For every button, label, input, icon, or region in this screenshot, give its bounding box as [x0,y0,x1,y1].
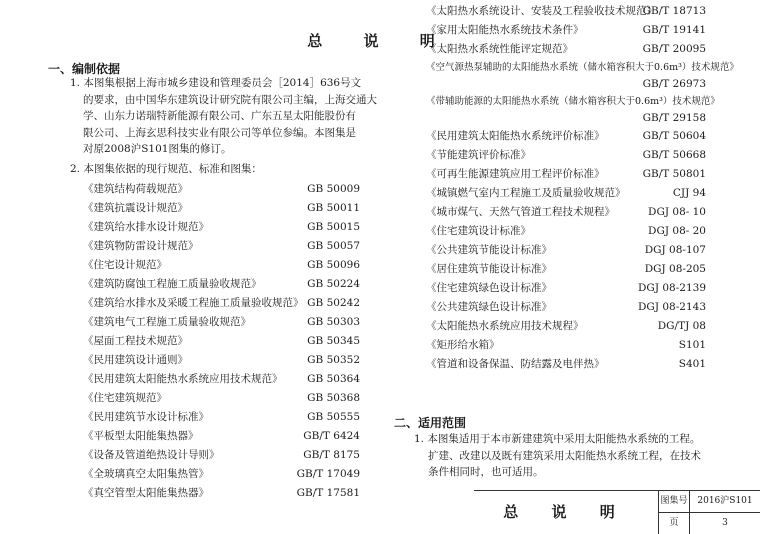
text-line: 限公司、上海玄思科技实业有限公司等单位参编。本图集是 [83,126,356,139]
standard-code: GB/T 17581 [296,487,360,499]
standard-code: GB 50303 [307,316,360,328]
standard-name: 《矩形给水箱》 [426,339,500,351]
standard-name: 《太阳热水系统性能评定规范》 [426,43,573,55]
section2-heading: 二、适用范围 [394,416,467,430]
standard-name: 《建筑抗震设计规范》 [83,202,188,214]
standard-name: 《带辅助能源的太阳能热水系统（储水箱容积大于0.6m³）技术规范》 [426,96,720,107]
text-line: 对原2008沪S101图集的修订。 [83,143,232,155]
standard-code: GB/T 18713 [642,5,706,17]
section1-item2: 2. 本图集依据的现行规范、标准和图集： [70,163,262,175]
standard-name: 《太阳热水系统设计、安装及工程验收技术规范》 [426,5,657,17]
standard-code: GB 50555 [307,411,360,423]
standard-name: 《建筑物防雷设计规范》 [83,240,199,252]
standard-code: S101 [678,339,706,351]
standard-row [426,2,706,21]
standard-code: S401 [678,358,706,370]
standard-name: 《公共建筑节能设计标准》 [426,244,552,256]
standard-name: 《真空管型太阳能集热器》 [83,487,209,499]
standard-name: 《民用建筑节水设计标准》 [83,411,209,423]
standard-name: 《建筑电气工程施工质量验收规范》 [83,316,251,328]
standard-name: 《公共建筑绿色设计标准》 [426,301,552,313]
text-line: 学、山东力诺瑞特新能源有限公司、广东五星太阳能股份有 [83,110,356,122]
section1-heading: 一、编制依据 [48,62,121,76]
standard-row [426,127,706,146]
standard-name: 《建筑防腐蚀工程施工质量验收规范》 [83,278,262,290]
text-line: 扩建、改建以及既有建筑采用太阳能热水系统工程，在技术 [428,449,701,462]
standard-row [426,260,706,279]
page-title: 总 说 明 [307,32,453,50]
standard-code: GB/T 50604 [642,130,706,142]
standard-row [426,298,706,317]
standard-row [83,427,360,446]
standards-list-right [426,2,739,374]
section2-paragraph [414,431,714,481]
standard-code: GB 50015 [307,221,360,233]
standard-code: GB/T 29158 [642,112,706,124]
standard-row [83,313,360,332]
standard-row [426,165,706,184]
standard-row [83,180,360,199]
standard-name: 《民用建筑太阳能热水系统评价标准》 [426,130,605,142]
standard-row [83,275,360,294]
standard-name: 《建筑给水排水及采暖工程施工质量验收规范》 [83,297,304,309]
standard-code: GB/T 19141 [642,24,706,36]
title-block [474,490,760,534]
standard-code: GB 50242 [307,297,360,309]
standard-code: DG/TJ 08 [657,320,706,332]
standard-name: 《住宅建筑设计标准》 [426,225,531,237]
standard-code: GB 50364 [307,373,360,385]
standard-row [426,241,706,260]
standard-row [426,93,720,127]
standard-name: 《屋面工程技术规范》 [83,335,188,347]
standard-row [83,389,360,408]
standard-name: 《建筑给水排水设计规范》 [83,221,209,233]
atlas-number-label: 图集号 [659,491,690,513]
standard-code: GB 50368 [307,392,360,404]
standard-row [426,40,706,59]
standard-row [83,370,360,389]
text-line: 条件相同时，也可适用。 [428,466,544,478]
page-number-label: 页 [659,513,690,534]
standard-name: 《全玻璃真空太阳集热管》 [83,468,209,480]
standard-name: 《节能建筑评价标准》 [426,149,531,161]
standard-code: DGJ 08-2139 [638,282,706,294]
page-number-value: 3 [722,518,728,528]
standard-row [426,222,706,241]
standard-row [83,408,360,427]
standard-code: DGJ 08-107 [644,244,706,256]
standard-row [83,446,360,465]
standard-name: 《管道和设备保温、防结露及电伴热》 [426,358,605,370]
standard-name: 《可再生能源建筑应用工程评价标准》 [426,168,605,180]
standard-row [83,351,360,370]
standard-code: DGJ 08-2143 [638,301,706,313]
standard-code: GB/T 8175 [303,449,360,461]
standard-code: GB/T 50668 [642,149,706,161]
standard-row [426,146,706,165]
standard-code: GB 50011 [307,202,360,214]
standard-code: GB/T 17049 [296,468,360,480]
standard-row [83,218,360,237]
standard-row [83,256,360,275]
standard-name: 《建筑结构荷载规范》 [83,183,188,195]
standard-name: 《住宅建筑绿色设计标准》 [426,282,552,294]
standard-code: GB 50345 [307,335,360,347]
standard-code: GB/T 50801 [642,168,706,180]
standard-code: DGJ 08- 10 [648,206,706,218]
standard-row [426,184,706,203]
standard-row [426,355,706,374]
standard-name: 《住宅建筑规范》 [83,392,167,404]
standard-name: 《空气源热泵辅助的太阳能热水系统（储水箱容积大于0.6m³）技术规范》 [426,62,739,73]
standard-code: CJJ 94 [672,187,706,199]
standard-row [83,199,360,218]
standard-name: 《城镇燃气室内工程施工及质量验收规范》 [426,187,626,199]
standard-row [426,21,706,40]
standard-name: 《太阳能热水系统应用技术规程》 [426,320,584,332]
standard-row [83,294,360,313]
standard-name: 《家用太阳能热水系统技术条件》 [426,24,584,36]
standard-row [426,279,706,298]
standard-name: 《平板型太阳能集热器》 [83,430,199,442]
standard-code: GB 50224 [307,278,360,290]
standard-code: GB 50096 [307,259,360,271]
standard-name: 《居住建筑节能设计标准》 [426,263,552,275]
standard-name: 《民用建筑太阳能热水系统应用技术规范》 [83,373,283,385]
standard-name: 《城市煤气、天然气管道工程技术规程》 [426,206,615,218]
standard-code: GB/T 26973 [642,78,706,90]
standard-name: 《民用建筑设计通则》 [83,354,188,366]
standard-code: GB 50009 [307,183,360,195]
standard-code: DGJ 08-205 [644,263,706,275]
standard-row [83,237,360,256]
standard-code: GB/T 20095 [642,43,706,55]
standards-list-left [83,180,360,503]
section1-item1 [70,75,400,158]
footer-title: 总 说 明 [474,491,659,534]
standard-code: GB 50352 [307,354,360,366]
standard-row [426,203,706,222]
standard-row [83,484,360,503]
standard-row [83,465,360,484]
standard-row [83,332,360,351]
text-line: 的要求，由中国华东建筑设计研究院有限公司主编，上海交通大 [83,93,377,106]
standard-row [426,336,706,355]
text-line: 1. 本图集根据上海市城乡建设和管理委员会［2014］636号文 [70,77,362,89]
standard-name: 《设备及管道绝热设计导则》 [83,449,220,461]
standard-code: DGJ 08- 20 [648,225,706,237]
atlas-number-value: 2016沪S101 [690,491,760,513]
standard-code: GB/T 6424 [303,430,360,442]
standard-row [426,317,706,336]
standard-code: GB 50057 [307,240,360,252]
standard-name: 《住宅设计规范》 [83,259,167,271]
text-line: 1. 本图集适用于本市新建建筑中采用太阳能热水系统的工程。 [414,433,701,445]
standard-row [426,59,739,93]
